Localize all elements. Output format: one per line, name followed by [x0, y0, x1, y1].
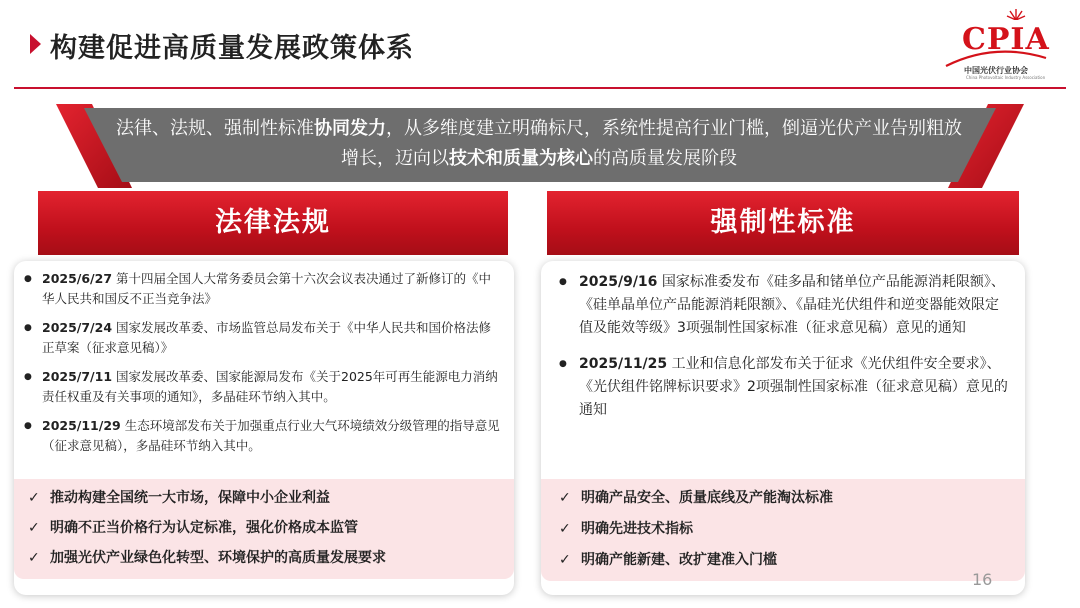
- check-text: 推动构建全国统一大市场，保障中小企业利益: [50, 490, 330, 506]
- item-text: 国家标准委发布《硅多晶和锗单位产品能源消耗限额》、《硅单晶单位产品能源消耗限额》、《晶硅光伏组件和逆变器能效限定值及能效等级》3项强制性国家标准（征求意见稿）意见的通知: [579, 274, 1005, 336]
- standards-panel-title: 强制性标准: [547, 191, 1019, 255]
- banner-text-segment: 增长，迈向以: [341, 148, 449, 169]
- banner-highlight: 技术和质量为核心: [449, 148, 593, 169]
- check-text: 明确先进技术指标: [581, 521, 693, 537]
- item-date: 2025/9/16: [579, 274, 658, 290]
- cpia-logo: [944, 8, 1048, 80]
- banner-text-segment: 的高质量发展阶段: [593, 148, 737, 169]
- standards-panel: [547, 191, 1019, 591]
- list-item: [24, 367, 502, 407]
- standards-panel-body: [541, 261, 1025, 595]
- check-item: [14, 513, 514, 543]
- check-icon: ✓: [28, 550, 40, 566]
- item-text: 国家发展改革委、市场监管总局发布关于《中华人民共和国价格法修正草案（征求意见稿）》: [42, 320, 491, 355]
- page-title: 构建促进高质量发展政策体系: [50, 33, 414, 64]
- list-item: [24, 416, 502, 456]
- check-item: [541, 483, 1025, 514]
- check-text: 明确产品安全、质量底线及产能淘汰标准: [581, 490, 833, 506]
- item-date: 2025/6/27: [42, 271, 113, 286]
- logo-subtitle-en: China Photovoltaic Industry Association: [966, 75, 1046, 80]
- banner-statement: [96, 114, 982, 174]
- banner-highlight: 协同发力: [314, 118, 386, 139]
- laws-panel-title: 法律法规: [38, 191, 508, 255]
- banner-text-segment: ，从多维度建立明确标尺，系统性提高行业门槛，倒逼光伏产业告别粗放: [386, 118, 962, 139]
- check-text: 明确产能新建、改扩建准入门槛: [581, 552, 777, 568]
- list-item: [559, 353, 1011, 422]
- check-item: [541, 514, 1025, 545]
- standards-checklist: [541, 479, 1025, 581]
- item-text: 国家发展改革委、国家能源局发布《关于2025年可再生能源电力消纳责任权重及有关事项的通知》，多晶硅环节纳入其中。: [42, 369, 498, 404]
- laws-checklist: [14, 479, 514, 579]
- page-number: 16: [972, 570, 993, 589]
- banner-line-1: [96, 114, 982, 144]
- check-icon: ✓: [559, 521, 571, 537]
- title-arrow-icon: [30, 34, 41, 54]
- list-item: [24, 269, 502, 309]
- banner-line-2: [96, 144, 982, 174]
- check-item: [14, 483, 514, 513]
- banner-text-segment: 法律、法规、强制性标准: [116, 118, 314, 139]
- item-text: 生态环境部发布关于加强重点行业大气环境绩效分级管理的指导意见（征求意见稿），多晶硅环节纳入其中。: [42, 418, 500, 453]
- check-icon: ✓: [28, 520, 40, 536]
- check-item: [541, 545, 1025, 576]
- item-date: 2025/7/24: [42, 320, 113, 335]
- item-text: 第十四届全国人大常务委员会第十六次会议表决通过了新修订的《中华人民共和国反不正当竞争法》: [42, 271, 491, 306]
- logo-subtitle: 中国光伏行业协会: [964, 66, 1028, 75]
- standards-list: [559, 271, 1011, 435]
- check-icon: ✓: [559, 490, 571, 506]
- laws-panel-body: [14, 261, 514, 595]
- item-date: 2025/7/11: [42, 369, 113, 384]
- item-text: 工业和信息化部发布关于征求《光伏组件安全要求》、《光伏组件铭牌标识要求》2项强制性国家标准（征求意见稿）意见的通知: [579, 356, 1008, 418]
- item-date: 2025/11/25: [579, 356, 668, 372]
- header-divider: [14, 87, 1066, 89]
- laws-panel: [28, 191, 508, 591]
- logo-swoosh-icon: [944, 38, 1048, 68]
- check-text: 明确不正当价格行为认定标准，强化价格成本监管: [50, 520, 358, 536]
- item-date: 2025/11/29: [42, 418, 121, 433]
- logo-text: CPIA: [962, 22, 1050, 57]
- list-item: [24, 318, 502, 358]
- list-item: [559, 271, 1011, 340]
- check-text: 加强光伏产业绿色化转型、环境保护的高质量发展要求: [50, 550, 386, 566]
- laws-list: [24, 269, 502, 465]
- sun-rays-icon: [1006, 8, 1026, 20]
- check-item: [14, 543, 514, 573]
- check-icon: ✓: [559, 552, 571, 568]
- check-icon: ✓: [28, 490, 40, 506]
